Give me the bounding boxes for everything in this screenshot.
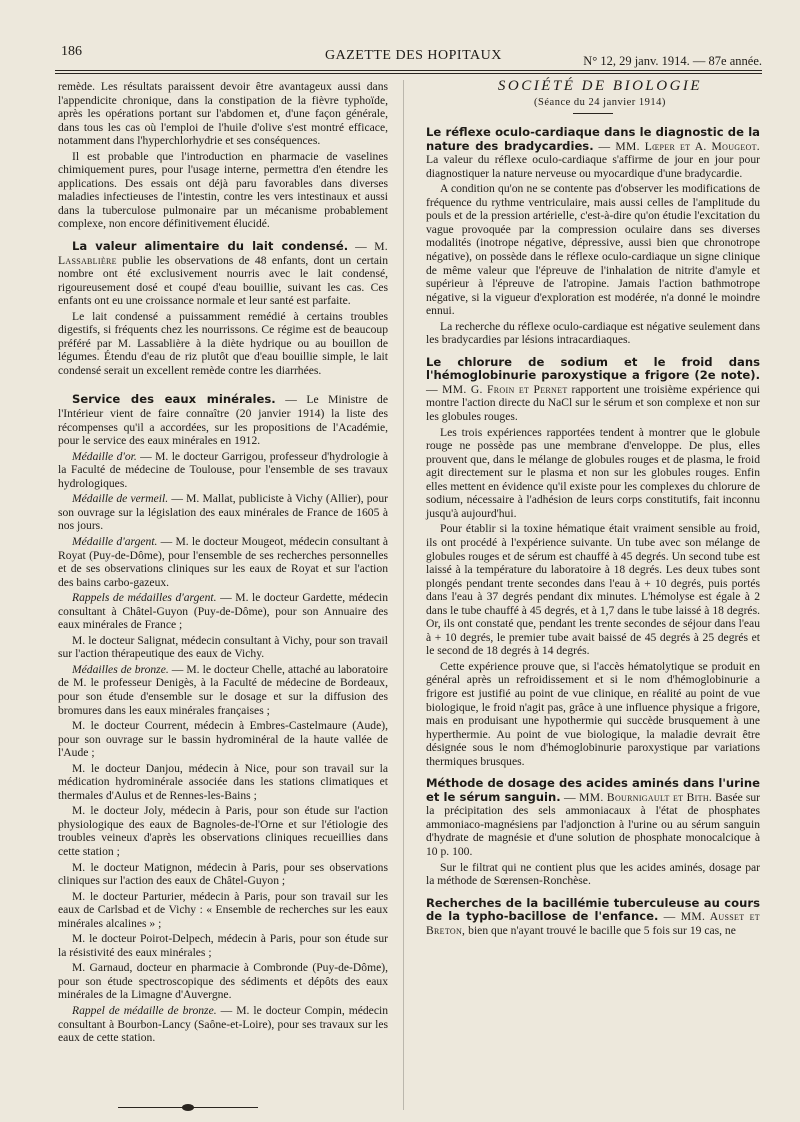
award-entry: M. le docteur Salignat, médecin consultant à Vichy, pour son travail sur l'action thérapeutique des eaux de Vichy.: [58, 633, 388, 661]
paragraph: Cette expérience prouve que, si l'accès hématolytique se produit en général après un refroidissement et si le nom d'hémoglobinurie a frigore est justifié au point de vue clinique, en réalité au point de vue biologique, le froid n'agit pas, grâce à une influence physique a frigore, mais en produisant une hypothermie qui succède brusquement à une hyperthermie. Au point de vue biologique, la maladie devrait être désignée sous le nom d'hémoglobinurie paroxystique par variations thermiques brusques.: [426, 659, 760, 768]
award-label: Rappel de médaille de bronze.: [72, 1004, 217, 1017]
paragraph: La recherche du réflexe oculo-cardiaque est négative seulement dans les bradycardies par lésions intracardiaques.: [426, 319, 760, 347]
award-entry: [58, 492, 388, 533]
award-entry: [58, 450, 388, 491]
section-rule: [573, 113, 613, 114]
paragraph: Le lait condensé a puissamment remédié à certains troubles digestifs, si fréquents chez les nourrissons. Ce régime est de beaucoup préféré par M. Lassablière à la diète hydrique ou au bouillon de légumes. Étendu d'eau de riz plutôt que d'eau bouillie simple, le lait condensé serait un excellent remède contre les diarrhées.: [58, 309, 388, 377]
left-column: [58, 80, 388, 1047]
article-title: Le chlorure de sodium et le froid dans l'hémoglobinurie paroxystique a frigore (2e note).: [426, 354, 760, 383]
award-label: Médaille d'argent.: [72, 534, 158, 548]
rubric-title: Service des eaux minérales.: [72, 392, 276, 407]
article-eaux: [58, 393, 388, 447]
award-text: — M. le docteur Garrigou, professeur d'hydrologie à la Faculté de médecine de Toulouse, pour l'ensemble de ses travaux hydrologiques.: [58, 449, 388, 490]
article-text: Basée sur la précipitation des sels ammoniacaux à l'état de phosphates ammoniaco-magnésiens par l'adjonction à l'urine ou au sérum sanguin d'hydrate de magnésie et d'une solution de phosphate monocalcique à 10 p. 100.: [426, 790, 760, 858]
page-number: 186: [61, 44, 82, 59]
section-subtitle: (Séance du 24 janvier 1914): [534, 96, 666, 108]
award-label: Médaille d'or.: [72, 449, 137, 463]
article-lait: [58, 240, 388, 308]
award-label: Rappels de médailles d'argent.: [72, 591, 217, 605]
header-rule: [55, 70, 762, 71]
paragraph: Il est probable que l'introduction en pharmacie de vaselines chimiquement pures, pour l'usage interne, permettra d'en étendre les applications. Des essais ont déjà paru favorables dans diverses maladies infectieuses de l'intestin, contre les vers intestinaux et aussi dans la tuberculose pulmonaire par un mécanisme probablement complexe, non encore définitivement élucidé.: [58, 149, 388, 231]
award-entry: M. le docteur Danjou, médecin à Nice, pour son travail sur la médication hydrominérale associée dans les stations climatiques et thermales d'Aulus et de Rennes-les-Bains ;: [58, 761, 388, 802]
article-text: rapportent une troisième expérience qui montre l'action directe du NaCl sur le sérum et son complexe et non sur les globules rouges.: [426, 382, 760, 424]
article-title: Le réflexe oculo-cardiaque dans le diagnostic de la nature des bradycardies.: [426, 125, 760, 153]
article-title: Méthode de dosage des acides aminés dans l'urine et le sérum sanguin.: [426, 776, 760, 804]
paragraph: A condition qu'on ne se contente pas d'observer les modifications de fréquence du rythme ventriculaire, mais aussi celles de l'amplitude du pouls et de la pression artérielle, c'est-à-dire qu'on étudie l'excitation du vague provoquée par la compression oculaire dans ses diverses modalités (inotrope négative, dépressive, aussi bien que chronotrope négative), on possède dans le réflexe oculo-cardiaque un signe clinique de même valeur que l'épreuve de l'inhalation de nitrite d'amyle et supérieur à l'épreuve de l'atropine. Jamais l'action bathmotrope négative, si la vigueur d'exploration est modérée, n'a donné le moindre ennui.: [426, 182, 760, 318]
article-text: La valeur du réflexe oculo-cardiaque s'affirme de jour en jour pour diagnostiquer la nature nerveuse ou myocardique d'une bradycardie.: [426, 153, 760, 180]
end-ornament: [118, 1104, 258, 1112]
paragraph: Les trois expériences rapportées tendent à montrer que le globule rouge ne possède pas une membrane d'enveloppe. De plus, elles prouvent que, dans le mélange de globules rouges et de plasma, le froid agit directement sur le plasma et non sur les globules rouges. Enfin elles mettent en évidence qu'il existe pour les complexes du chlorure de sodium, nécessaire à l'adhésion de leurs corps constitutifs, fait inconnu jusqu'à aujourd'hui.: [426, 425, 760, 520]
award-entry: M. le docteur Poirot-Delpech, médecin à Paris, pour son étude sur la résistivité des eaux minérales ;: [58, 932, 388, 959]
award-entry: M. le docteur Courrent, médecin à Embres-Castelmaure (Aude), pour son ouvrage sur le bassin hydrominéral de la haute vallée de l'Aude ;: [58, 719, 388, 760]
paragraph: remède. Les résultats paraissent devoir être avantageux aussi dans l'appendicite chronique, dans la constipation de la fièvre typhoïde, après les opérations portant sur l'abdomen et, d'une façon générale, dans tous les cas où l'emploi de l'huile d'olive s'est montré efficace, notamment dans l'hyperchlorhydrie et ses conséquences.: [58, 80, 388, 148]
award-text: — M. Mallat, publiciste à Vichy (Allier), pour son ouvrage sur la législation des eaux minérales de France de 1605 à nos jours.: [58, 492, 389, 533]
article-chlorure: [426, 356, 760, 424]
award-text: — M. le docteur Mougeot, médecin consultant à Royat (Puy-de-Dôme), pour l'ensemble de ses recherches personnelles et de ses observations cliniques sur les eaux de Royat et sur l'action des bains carbo-gazeux.: [58, 534, 389, 589]
spacer: [58, 379, 388, 393]
award-entry: M. le docteur Parturier, médecin à Paris, pour son travail sur les eaux de Carlsbad et de Vichy : « Ensemble de recherches sur les eaux minérales alcalines » ;: [58, 889, 388, 930]
author: — MM. G. Froin et Pernet: [426, 382, 568, 396]
article-bacillemie: [426, 897, 760, 938]
article-reflexe: [426, 126, 760, 180]
article-title: Recherches de la bacillémie tuberculeuse au cours de la typho-bacillose de l'enfance.: [426, 895, 760, 924]
award-label: Médaille de vermeil.: [72, 492, 169, 506]
section-title: SOCIÉTÉ DE BIOLOGIE: [497, 78, 703, 94]
award-entry: [58, 663, 388, 717]
rubric-title: La valeur alimentaire du lait condensé.: [72, 239, 349, 254]
award-entry: M. Garnaud, docteur en pharmacie à Combronde (Puy-de-Dôme), pour son étude spectroscopique des sédiments et dépôts des eaux minérales de la Limagne d'Auvergne.: [58, 961, 388, 1002]
journal-title: GAZETTE DES HOPITAUX: [325, 48, 502, 63]
award-entry: M. le docteur Joly, médecin à Paris, pour son étude sur l'action physiologique des eaux de Bagnoles-de-l'Orne et sur l'étiologie des troubles veineux d'après les observations cliniques recueillies dans cette station ;: [58, 804, 388, 858]
article-acides: [426, 777, 760, 858]
column-divider: [403, 80, 404, 1110]
award-entry: M. le docteur Matignon, médecin à Paris, pour ses observations cliniques sur l'action des eaux de Châtel-Guyon ;: [58, 860, 388, 888]
award-entry: [58, 591, 388, 632]
award-text: — M. le docteur Chelle, attaché au laboratoire de M. le professeur Denigès, à la Faculté de médecine de Bordeaux, pour son étude d'ensemble sur le dosage et sur la diffusion des bromures dans les eaux minérales françaises ;: [58, 662, 388, 717]
award-entry: [58, 1004, 388, 1045]
award-text: — M. le docteur Gardette, médecin consultant à Châtel-Guyon (Puy-de-Dôme), pour son Annuaire des eaux minérales de France ;: [58, 591, 389, 632]
award-label: Médailles de bronze.: [72, 662, 169, 676]
award-entry: [58, 535, 388, 589]
author: — MM. Lœper et A. Mougeot.: [593, 139, 760, 153]
author: — MM. Bournigault et Bith.: [560, 790, 713, 804]
article-text: — Le Ministre de l'Intérieur vient de faire connaître (20 janvier 1914) la liste des récompenses qu'il a accordées, sur les propositions de l'Académie, pour le service des eaux minérales en 1912.: [58, 393, 388, 448]
paragraph: Pour établir si la toxine hématique était vraiment sensible au froid, ils ont procédé à l'expérience suivante. Un tube avec son mélange de globules rouges et de sérum est chauffé à 45 degrés. Un second tube est laissé à la température du laboratoire à 18 degrés. Les deux tubes sont plongés pendant trente secondes dans l'eau à + 10 degrés, puis portés dans l'eau à 37 degrés pendant dix minutes. L'hémolyse est égale à 2 dans le tube chauffé à 45 degrés, et à 1,7 dans le tube laissé à 18 degrés. Or, ils ont constaté que, pendant les trente secondes de séjour dans l'eau à + 10 degrés, le premier tube avait baissé de 45 degrés à 25 degrés et le second de 18 degrés à 14 degrés.: [426, 522, 760, 658]
header-rule-thin: [55, 73, 762, 74]
award-text: — M. le docteur Compin, médecin consultant à Bourbon-Lancy (Saône-et-Loire), pour ses travaux sur les eaux de cette station.: [58, 1004, 388, 1045]
author: — MM. Ausset et Breton,: [426, 910, 760, 937]
right-column: [426, 80, 760, 939]
article-text: publie les observations de 48 enfants, dont un certain nombre ont été exclusivement nourris avec le lait condensé, rigoureusement dosé et coupé d'eau bouillie, suivant les cas. Ces enfants ont eu une croissance normale et leur santé est parfaite.: [58, 253, 388, 308]
ornament-dot: [182, 1104, 194, 1111]
issue-info: N° 12, 29 janv. 1914. — 87e année.: [583, 54, 762, 68]
article-text: bien que n'ayant trouvé le bacille que 5 fois sur 19 cas, ne: [465, 923, 736, 937]
paragraph: Sur le filtrat qui ne contient plus que les acides aminés, dosage par la méthode de Sœrensen-Ronchèse.: [426, 860, 760, 888]
author: — M. Lassablière: [58, 240, 389, 267]
